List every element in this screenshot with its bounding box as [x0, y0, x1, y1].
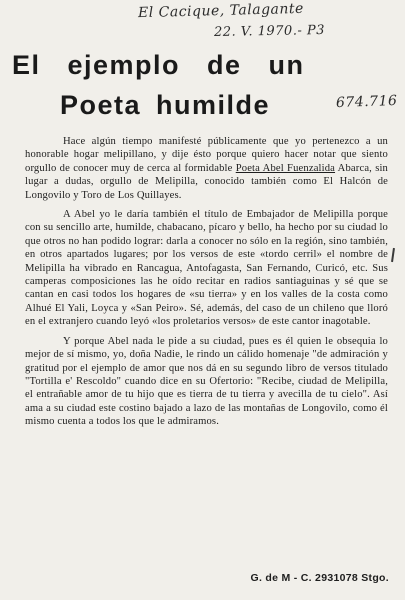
author-signature: G. de M - C. 2931078 Stgo. — [250, 572, 389, 584]
poet-name: Poeta Abel Fuenzalida — [235, 162, 336, 174]
headline-line-2: Poeta humilde — [60, 90, 271, 120]
paragraph-2: A Abel yo le daría también el título de Embajador de Melipilla porque con su sencillo arte, humilde, chabacano, pícaro y bello, ha hecho por su ciudad lo que otros no han podido lograr: darla a conocer no sólo en la región, sino también, en otros apartados lugares; por los versos de este «tordo cerril» el nombre de Melipilla ha vibrado en Rancagua, Antofagasta, San Fernando, Curicó, etc. Sus camperas composiciones las he oído recitar en radios santiaguinas y sé que se cantan en casi todos los hogares de «su tierra» y en los valles de la costa como Alhué El Yali, Loyca y «San Peiro». Sé, además, del caso de un chileno que lloró en el extranjero cuando leyó «los proletarios versos» de este cantor inagotable. — [25, 209, 388, 328]
paragraph-3: Y porque Abel nada le pide a su ciudad, pues es él quien le obsequia lo mejor de sí mismo, yo, doña Nadie, le rindo un cálido homenaje "de admiración y gratitud por el ejemplo de amor que nos dá en su segundo libro de versos titulado "Tortilla e' Rescoldo" cuando dice en su Ofertorio: "Recibe, ciudad de Melipilla, el entrañable amor de tu hijo que es tierra de tu tierra y avecilla de tu cielo". Así ama a su ciudad este costino bajado a lazo de las montañas de Longovilo, como él mismo cuenta a todos los que le admiramos. — [25, 335, 388, 428]
article-body — [25, 135, 388, 435]
paragraph-1-text-start: Hace algún tiempo manifesté públicamente que yo pertenezco a un honorable hogar melipillano, y dije ésto porque quiero hacer notar que siento orgullo de conocer muy de cerca al formidable — [25, 136, 388, 174]
headline-line-1: El ejemplo de un — [12, 50, 305, 80]
handwritten-source-note: El Cacique, Talagante — [137, 0, 305, 22]
handwritten-date-note: 22. V. 1970.- P3 — [213, 23, 326, 40]
pen-mark — [391, 248, 395, 262]
paragraph-1 — [25, 135, 388, 202]
paragraph-1-text-end: Abarca, sin lugar a dudas, orgullo de Melipilla, conocido también como El Halcón de Longovilo y Toro de Los Quillayes. — [25, 162, 389, 201]
handwritten-catalog-number: 674.716 — [335, 92, 398, 112]
